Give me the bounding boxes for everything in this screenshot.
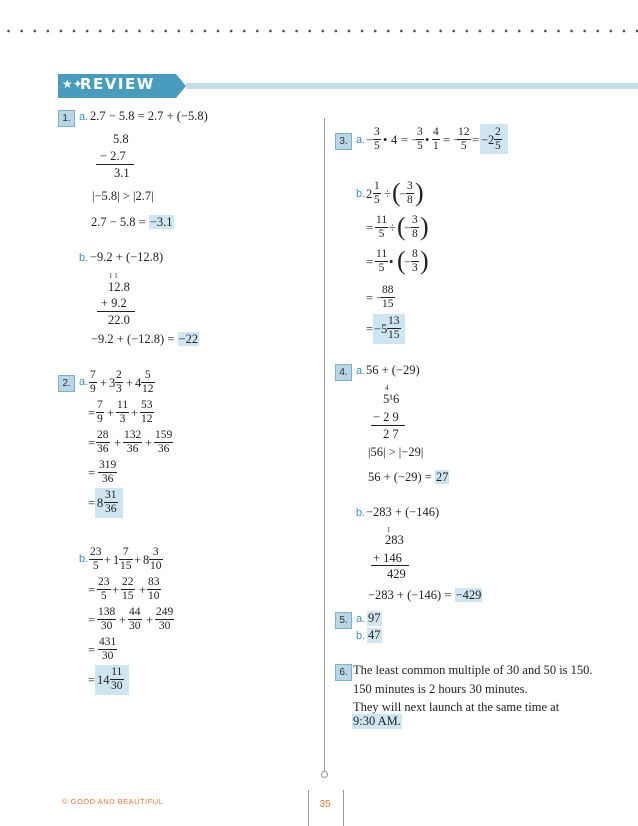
p4a-rule <box>371 425 405 426</box>
p4a-compare: |56| > |−29| <box>368 445 424 459</box>
dot-operator: • <box>389 255 394 269</box>
fraction: $\frac{3}{10}$ <box>150 546 162 572</box>
fraction: $\frac{319}{36}$ <box>99 459 117 485</box>
p4a-answer-line: 56 + (−29) = 27 <box>368 470 449 484</box>
paren-open: ( <box>397 246 406 275</box>
column-divider <box>324 118 325 774</box>
fraction: $\frac{4}{1}$ <box>433 126 439 152</box>
p4a-result: 2 7 <box>383 427 399 441</box>
p1b-answer: −22 <box>178 332 199 346</box>
plus-sign: + <box>114 436 122 450</box>
p1a-result: 3.1 <box>114 166 130 180</box>
part-b-label: b. <box>356 630 366 642</box>
p6-answer: 9:30 AM. <box>353 714 401 728</box>
fraction: $\frac{132}{36}$ <box>124 429 142 455</box>
plus-sign: + <box>145 436 153 450</box>
p1b-top: 12.8 <box>108 280 130 294</box>
minus-sign: − <box>399 187 407 201</box>
p4a-answer: 27 <box>435 470 449 484</box>
whole-number: 14 <box>97 673 110 687</box>
whole-number: 4 <box>135 376 142 390</box>
multiplier: 4 <box>391 133 398 147</box>
plus-sign: + <box>119 613 127 627</box>
problem-number-4: 4. <box>335 364 352 381</box>
divider-end-dot <box>321 771 328 778</box>
p1a-expression: 2.7 − 5.8 = 2.7 + (−5.8) <box>90 109 208 123</box>
whole-number: 8 <box>97 496 104 510</box>
problem-number-5: 5. <box>335 612 352 629</box>
fraction: $\frac{13}{15}$ <box>388 315 400 341</box>
equals-sign: = <box>366 255 374 269</box>
equals-sign: = <box>88 583 96 597</box>
p5b-answer: 47 <box>368 628 381 642</box>
fraction: $\frac{23}{5}$ <box>98 576 110 602</box>
plus-sign: + <box>126 376 134 390</box>
paren-open: ( <box>397 212 406 241</box>
fraction: $\frac{8}{3}$ <box>412 248 418 274</box>
p1a-top: 5.8 <box>113 132 129 146</box>
p4a-sub: − 2 9 <box>373 410 399 424</box>
equals-sign: = <box>88 613 96 627</box>
whole-number: −2 <box>481 133 495 147</box>
whole-number: 2 <box>366 187 373 201</box>
whole-number: 3 <box>109 376 116 390</box>
fraction: $\frac{3}{8}$ <box>407 180 413 206</box>
p4b-top: 283 <box>385 533 404 547</box>
part-a-label: a. <box>356 365 366 377</box>
p1a-sub: − 2.7 <box>100 149 126 163</box>
top-dotted-border <box>0 27 638 35</box>
fraction: $\frac{44}{30}$ <box>129 606 141 632</box>
dot-operator: • <box>383 133 388 147</box>
footer-brand: © GOOD AND BEAUTIFUL <box>62 797 164 806</box>
equals-sign: = <box>88 643 96 657</box>
equals-sign: = <box>88 466 96 480</box>
problem-number-2: 2. <box>58 375 75 392</box>
fraction: $\frac{2}{3}$ <box>116 369 122 395</box>
p1b-expression: −9.2 + (−12.8) <box>90 250 164 264</box>
part-a-label: a. <box>79 376 89 388</box>
paren-close: ) <box>420 212 429 241</box>
p6-line-2: 150 minutes is 2 hours 30 minutes. <box>353 682 528 696</box>
fraction: $\frac{431}{30}$ <box>99 636 117 662</box>
p5a-answer: 97 <box>368 611 381 625</box>
equals-sign: = <box>88 673 96 687</box>
part-b-label: b. <box>356 507 366 519</box>
equals-sign: = − <box>443 133 461 147</box>
whole-number: 8 <box>143 553 150 567</box>
plus-sign: + <box>146 613 154 627</box>
fraction: $\frac{7}{15}$ <box>120 546 132 572</box>
p6-line-3: They will next launch at the same time at <box>353 700 560 714</box>
problem-number-1: 1. <box>58 110 75 127</box>
fraction: $\frac{7}{9}$ <box>97 399 103 425</box>
plus-sign: + <box>112 583 120 597</box>
p4b-expression: −283 + (−146) <box>366 505 440 519</box>
p4b-result: 429 <box>387 567 406 581</box>
p1a-answer: −3.1 <box>149 215 173 229</box>
paren-close: ) <box>420 246 429 275</box>
fraction: $\frac{5}{12}$ <box>142 369 154 395</box>
p4b-carry: 1 <box>387 526 391 534</box>
p1b-result: 22.0 <box>108 313 130 327</box>
section-title: REVIEW <box>80 75 155 93</box>
whole-number: 1 <box>113 553 120 567</box>
whole-number: −5 <box>374 322 388 336</box>
minus-sign: − <box>366 133 374 147</box>
fraction: $\frac{1}{5}$ <box>374 180 380 206</box>
equals-sign: = <box>88 496 96 510</box>
paren-close: ) <box>415 178 424 207</box>
fraction: $\frac{11}{5}$ <box>376 248 388 274</box>
part-a-label: a. <box>356 613 366 625</box>
paren-open: ( <box>392 178 401 207</box>
plus-sign: + <box>131 406 139 420</box>
fraction: $\frac{159}{36}$ <box>155 429 173 455</box>
fraction: $\frac{2}{5}$ <box>495 126 501 152</box>
p1a-rule <box>96 164 134 165</box>
p4b-rule <box>371 565 409 566</box>
equals-sign: = − <box>401 133 419 147</box>
p1b-answer-line: −9.2 + (−12.8) = −22 <box>91 332 199 346</box>
fraction: $\frac{138}{30}$ <box>98 606 116 632</box>
page-number: 35 <box>319 799 331 810</box>
fraction: $\frac{23}{5}$ <box>90 546 102 572</box>
fraction: $\frac{28}{36}$ <box>97 429 109 455</box>
equals-sign: = <box>88 406 96 420</box>
p4b-answer: −429 <box>455 588 482 602</box>
minus-sign: − <box>404 221 412 235</box>
plus-sign: + <box>139 583 147 597</box>
stars-icon: ★✦ <box>62 77 83 91</box>
dot-operator: • <box>425 133 430 147</box>
fraction: $\frac{22}{15}$ <box>122 576 134 602</box>
p4a-top: 5¹6 <box>383 392 400 406</box>
fraction: $\frac{11}{30}$ <box>111 666 123 692</box>
problem-number-6: 6. <box>335 664 352 681</box>
p4b-add: + 146 <box>373 551 402 565</box>
fraction: $\frac{88}{15}$ <box>382 284 394 310</box>
divide-sign: ÷ <box>389 221 396 235</box>
p4a-borrow: 4 <box>385 384 389 392</box>
fraction: $\frac{12}{5}$ <box>458 126 470 152</box>
equals-sign: = <box>366 221 374 235</box>
p1b-add: + 9.2 <box>101 296 127 310</box>
plus-sign: + <box>107 406 115 420</box>
fraction: $\frac{83}{10}$ <box>148 576 160 602</box>
p1b-carry: 1 1 <box>109 272 118 280</box>
plus-sign: + <box>100 376 108 390</box>
fraction: $\frac{7}{9}$ <box>90 369 96 395</box>
equals-sign: = <box>472 133 480 147</box>
p1a-answer-line: 2.7 − 5.8 = −3.1 <box>91 215 173 229</box>
p1b-rule <box>97 311 135 312</box>
fraction: $\frac{31}{36}$ <box>105 489 117 515</box>
equals-sign: = − <box>366 291 384 305</box>
p6-line-1: The least common multiple of 30 and 50 is 150. <box>353 663 593 677</box>
part-b-label: b. <box>79 553 89 565</box>
fraction: $\frac{11}{3}$ <box>117 399 129 425</box>
equals-sign: = <box>88 436 96 450</box>
part-b-label: b. <box>356 188 366 200</box>
banner-rule <box>186 83 638 89</box>
fraction: $\frac{249}{30}$ <box>156 606 174 632</box>
fraction: $\frac{3}{5}$ <box>417 126 423 152</box>
part-b-label: b. <box>79 252 89 264</box>
equals-sign: = <box>366 322 374 336</box>
part-a-label: a. <box>356 134 366 146</box>
fraction: $\frac{3}{8}$ <box>412 214 418 240</box>
fraction: $\frac{3}{5}$ <box>374 126 380 152</box>
p1a-compare: |−5.8| > |2.7| <box>92 189 154 203</box>
minus-sign: − <box>404 255 412 269</box>
plus-sign: + <box>134 553 142 567</box>
p4a-expression: 56 + (−29) <box>366 363 420 377</box>
part-a-label: a. <box>79 111 89 123</box>
plus-sign: + <box>104 553 112 567</box>
divide-sign: ÷ <box>384 187 391 201</box>
fraction: $\frac{53}{12}$ <box>141 399 153 425</box>
fraction: $\frac{11}{5}$ <box>376 214 388 240</box>
problem-number-3: 3. <box>335 133 352 150</box>
p4b-answer-line: −283 + (−146) = −429 <box>368 588 482 602</box>
